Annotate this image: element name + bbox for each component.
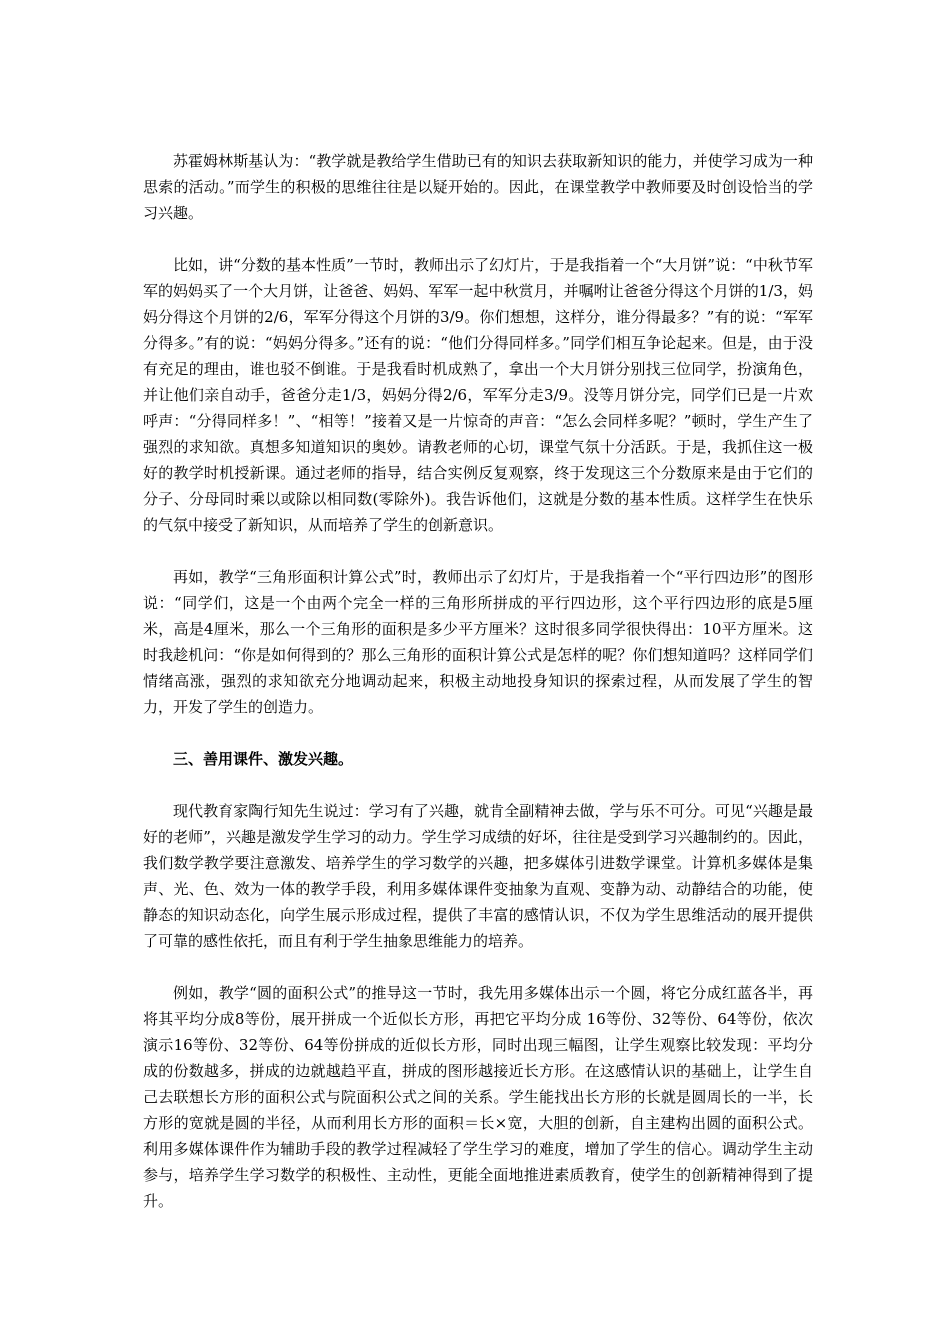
paragraph-circle-area-example: 例如，教学“圆的面积公式”的推导这一节时，我先用多媒体出示一个圆，将它分成红蓝各半，再将其平均分成8等份，展开拼成一个近似长方形，再把它平均分成 16等份、32等份、64等份，依次演示16等份、32等份、64等份拼成的近似长方形，同时出现三幅图，让学生观察比较发现：平均分成的份数越多，拼成的边就越趋平直，拼成的图形越接近长方形。在这感情认识的基础上，让学生自己去联想长方形的面积公式与院面积公式之间的关系。学生能找出长方形的长就是圆周长的一半，长方形的宽就是圆的半径，从而利用长方形的面积＝长×宽，大胆的创新，自主建构出圆的面积公式。利用多媒体课件作为辅助手段的教学过程减轻了学生学习的难度，增加了学生的信心。调动学生主动参与，培养学生学习数学的积极性、主动性，更能全面地推进素质教育，使学生的创新精神得到了提升。	[143, 984, 813, 1210]
paragraph-suhuomulinsiji: 苏霍姆林斯基认为：“教学就是教给学生借助已有的知识去获取新知识的能力，并使学习成为一种思索的活动。”而学生的积极的思维往往是以疑开始的。因此，在课堂教学中教师要及时创设恰当的学习兴趣。	[143, 152, 813, 222]
document-body	[143, 148, 813, 1240]
paragraph-triangle-example: 再如，教学“三角形面积计算公式”时，教师出示了幻灯片，于是我指着一个“平行四边形”的图形说：“同学们，这是一个由两个完全一样的三角形所拼成的平行四边形，这个平行四边形的底是5厘米，高是4厘米，那么一个三角形的面积是多少平方厘米？这时很多同学很快得出：10平方厘米。这时我趁机问：“你是如何得到的？那么三角形的面积计算公式是怎样的呢？你们想知道吗？这样同学们情绪高涨，强烈的求知欲充分地调动起来，积极主动地投身知识的探索过程，从而发展了学生的智力，开发了学生的创造力。	[143, 568, 813, 716]
paragraph-fraction-example: 比如，讲“分数的基本性质”一节时，教师出示了幻灯片，于是我指着一个“大月饼”说：“中秋节军军的妈妈买了一个大月饼，让爸爸、妈妈、军军一起中秋赏月，并嘱咐让爸爸分得这个月饼的1/3，妈妈分得这个月饼的2/6，军军分得这个月饼的3/9。你们想想，这样分，谁分得最多？”有的说：“军军分得多。”有的说：“妈妈分得多。”还有的说：“他们分得同样多。”同学们相互争论起来。但是，由于没有充足的理由，谁也驳不倒谁。于是我看时机成熟了，拿出一个大月饼分别找三位同学，扮演角色，并让他们亲自动手，爸爸分走1/3，妈妈分得2/6，军军分走3/9。没等月饼分完，同学们已是一片欢呼声：“分得同样多！”、“相等！”接着又是一片惊奇的声音：“怎么会同样多呢？”顿时，学生产生了强烈的求知欲。真想多知道知识的奥妙。请教老师的心切，课堂气氛十分活跃。于是，我抓住这一极好的教学时机授新课。通过老师的指导，结合实例反复观察，终于发现这三个分数原来是由于它们的分子、分母同时乘以或除以相同数(零除外)。我告诉他们，这就是分数的基本性质。这样学生在快乐的气氛中接受了新知识，从而培养了学生的创新意识。	[143, 256, 813, 534]
paragraph-tao-xingzhi: 现代教育家陶行知先生说过：学习有了兴趣，就肯全副精神去做，学与乐不可分。可见“兴趣是最好的老师”，兴趣是激发学生学习的动力。学生学习成绩的好坏，往往是受到学习兴趣制约的。因此，我们数学教学要注意激发、培养学生的学习数学的兴趣，把多媒体引进数学课堂。计算机多媒体是集声、光、色、效为一体的教学手段，利用多媒体课件变抽象为直观、变静为动、动静结合的功能，使静态的知识动态化，向学生展示形成过程，提供了丰富的感情认识，不仅为学生思维活动的展开提供了可靠的感性依托，而且有利于学生抽象思维能力的培养。	[143, 802, 813, 950]
section-heading: 三、善用课件、激发兴趣。	[173, 750, 354, 768]
